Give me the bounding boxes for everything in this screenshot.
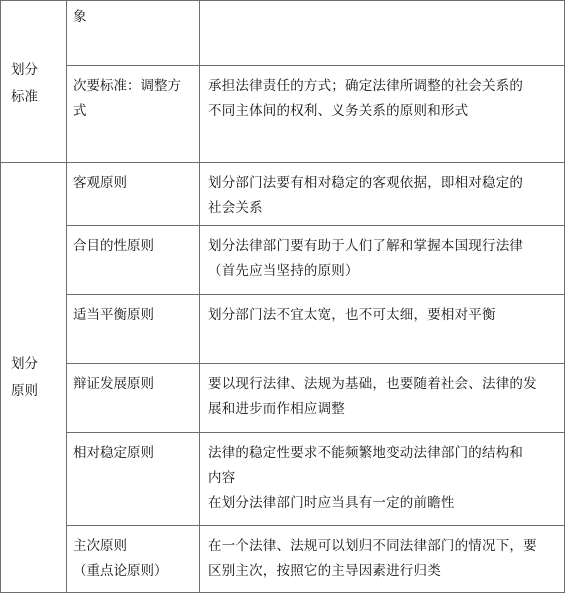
description-text: 划分部门法要有相对稳定的客观依据，即相对稳定的: [208, 175, 524, 191]
criterion-text: 合目的性原则: [73, 238, 154, 254]
criterion-cell: [67, 295, 200, 364]
criterion-text: （重点论原则）: [73, 563, 168, 579]
description-cell: [200, 295, 565, 364]
description-text: 内容: [208, 470, 236, 486]
criterion-cell: [67, 66, 200, 163]
description-text: 展和进步而作相应调整: [208, 401, 345, 417]
table-row: [1, 1, 565, 66]
description-text: 要以现行法律、法规为基础，也要随着社会、法律的发: [208, 376, 537, 392]
table-row: [1, 226, 565, 295]
description-text: 不同主体间的权利、义务关系的原则和形式: [208, 103, 469, 119]
category-text: 划分: [11, 61, 38, 78]
criterion-text: 象: [73, 9, 87, 25]
table-row: [1, 163, 565, 226]
description-cell: [200, 226, 565, 295]
description-text: （首先应当坚持的原则）: [208, 263, 359, 279]
criterion-text: 主次原则: [73, 538, 127, 554]
table-row: [1, 295, 565, 364]
description-cell: [200, 433, 565, 526]
description-cell: [200, 163, 565, 226]
description-text: 在一个法律、法规可以划归不同法律部门的情况下，要: [208, 538, 537, 554]
description-text: 划分法律部门要有助于人们了解和掌握本国现行法律: [208, 238, 524, 254]
table-row: [1, 364, 565, 433]
category-text: 原则: [11, 382, 38, 399]
category-cell-division-principles: [1, 163, 67, 593]
description-text: 划分部门法不宜太宽，也不可太细，要相对平衡: [208, 307, 496, 323]
description-cell: [200, 1, 565, 66]
description-text: 法律的稳定性要求不能频繁地变动法律部门的结构和: [208, 445, 524, 461]
category-cell-division-standard: [1, 1, 67, 163]
criterion-text: 式: [73, 103, 87, 119]
category-text: 标准: [11, 88, 38, 105]
criterion-cell: [67, 433, 200, 526]
criterion-cell: [67, 226, 200, 295]
description-text: 区别主次，按照它的主导因素进行归类: [208, 563, 441, 579]
description-text: 承担法律责任的方式；确定法律所调整的社会关系的: [208, 78, 524, 94]
description-text: 在划分法律部门时应当具有一定的前瞻性: [208, 495, 455, 511]
description-cell: [200, 364, 565, 433]
table-row: [1, 433, 565, 526]
criterion-cell: [67, 1, 200, 66]
table-row: [1, 526, 565, 593]
table-row: [1, 66, 565, 163]
description-text: 社会关系: [208, 200, 263, 216]
description-cell: [200, 526, 565, 593]
criterion-cell: [67, 163, 200, 226]
criterion-text: 辩证发展原则: [73, 376, 154, 392]
criterion-cell: [67, 526, 200, 593]
criterion-text: 客观原则: [73, 175, 127, 191]
criterion-cell: [67, 364, 200, 433]
description-cell: [200, 66, 565, 163]
criterion-text: 次要标准：调整方: [73, 78, 181, 94]
criterion-text: 适当平衡原则: [73, 307, 154, 323]
category-text: 划分: [11, 355, 38, 372]
criterion-text: 相对稳定原则: [73, 445, 154, 461]
